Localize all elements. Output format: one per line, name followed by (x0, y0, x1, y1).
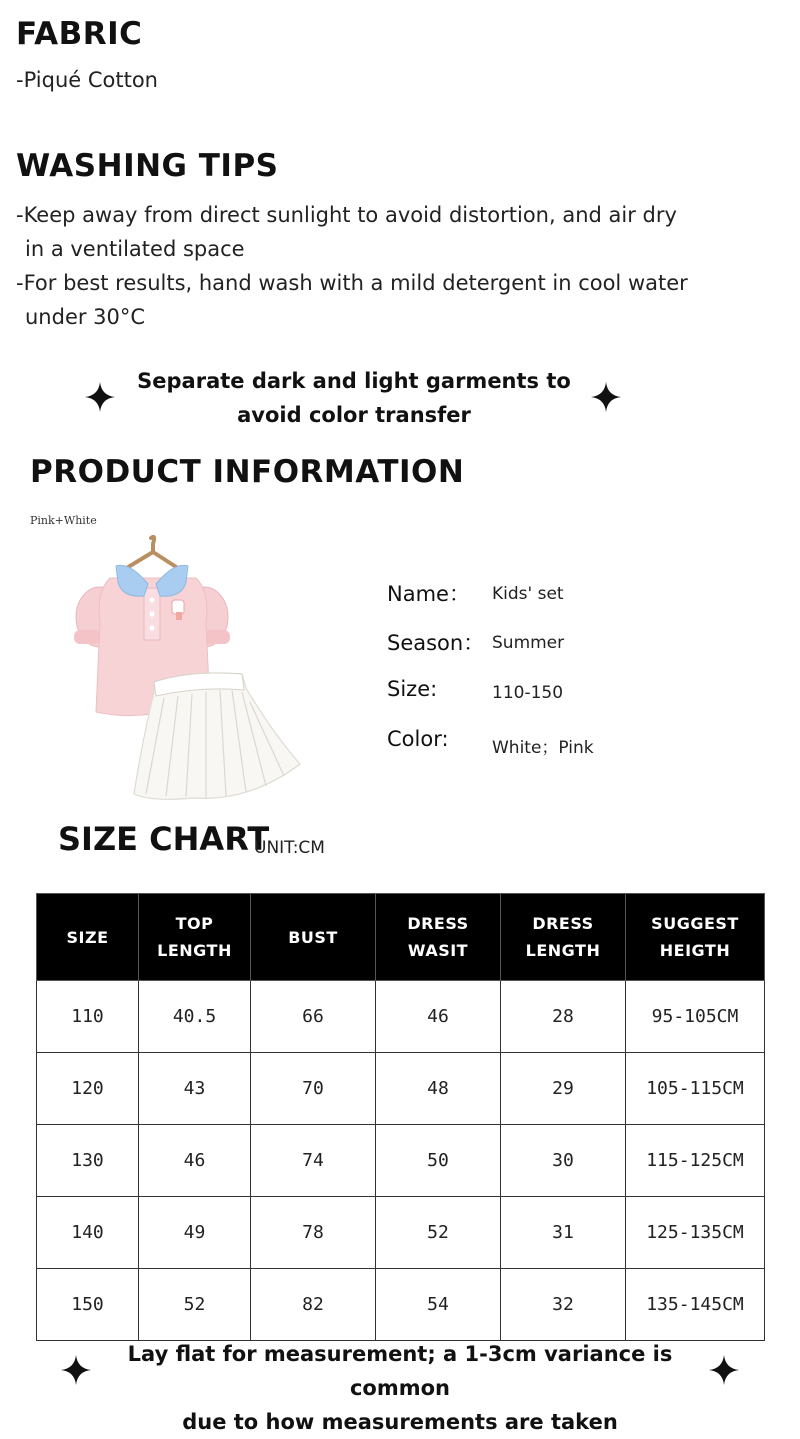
washing-tip-2 (16, 266, 688, 334)
hanger-icon (120, 537, 184, 572)
washing-tip-2-line-1: -For best results, hand wash with a mild detergent in cool water (16, 271, 688, 295)
table-row (37, 1053, 765, 1125)
header-dress-length-line-1: DRESS (532, 914, 594, 933)
detail-name-value: Kids' set (492, 584, 564, 604)
table-row (37, 981, 765, 1053)
table-cell: 120 (37, 1053, 139, 1125)
size-chart-unit: UNIT:CM (254, 838, 325, 858)
header-top-length (139, 894, 251, 981)
washing-tip-1 (16, 198, 677, 266)
table-row (37, 1125, 765, 1197)
detail-name-label: Name： (387, 582, 470, 606)
table-cell: 29 (501, 1053, 626, 1125)
washing-tip-1-line-1: -Keep away from direct sunlight to avoid distortion, and air dry (16, 203, 677, 227)
sparkle-icon (85, 382, 115, 412)
size-chart-header-row (37, 894, 765, 981)
table-cell: 46 (139, 1125, 251, 1197)
separate-note-line-1: Separate dark and light garments to (137, 369, 571, 393)
size-chart-title: SIZE CHART (58, 820, 270, 858)
header-dress-waist-line-1: DRESS (407, 914, 469, 933)
table-cell: 40.5 (139, 981, 251, 1053)
table-cell: 95-105CM (626, 981, 765, 1053)
header-size-label: SIZE (66, 927, 109, 947)
detail-size-value: 110-150 (492, 683, 564, 703)
header-suggest-height-line-2: HEIGTH (659, 941, 731, 960)
table-cell: 140 (37, 1197, 139, 1269)
washing-tip-1-line-2: in a ventilated space (25, 237, 245, 261)
header-top-length-line-2: LENGTH (157, 941, 232, 960)
table-cell: 130 (37, 1125, 139, 1197)
measure-note (96, 1337, 704, 1439)
header-suggest-height-line-1: SUGGEST (651, 914, 739, 933)
detail-season (387, 627, 767, 657)
table-cell: 30 (501, 1125, 626, 1197)
detail-size (387, 677, 767, 707)
header-dress-length-line-2: LENGTH (525, 941, 601, 960)
color-variant-tag: Pink+White (30, 514, 97, 527)
table-cell: 110 (37, 981, 139, 1053)
header-bust (251, 894, 376, 981)
detail-name (387, 578, 767, 608)
header-dress-length (501, 894, 626, 981)
header-suggest-height (626, 894, 765, 981)
table-cell: 70 (251, 1053, 376, 1125)
header-dress-waist (376, 894, 501, 981)
fabric-text: -Piqué Cotton (16, 68, 158, 92)
table-cell: 82 (251, 1269, 376, 1341)
table-cell: 50 (376, 1125, 501, 1197)
separate-note (120, 364, 588, 432)
table-cell: 150 (37, 1269, 139, 1341)
table-cell: 74 (251, 1125, 376, 1197)
table-cell: 135-145CM (626, 1269, 765, 1341)
product-image (60, 532, 310, 807)
table-cell: 52 (376, 1197, 501, 1269)
table-cell: 54 (376, 1269, 501, 1341)
table-cell: 43 (139, 1053, 251, 1125)
table-cell: 48 (376, 1053, 501, 1125)
detail-color-label: Color: (387, 727, 449, 751)
header-top-length-line-1: TOP (175, 914, 214, 933)
table-cell: 115-125CM (626, 1125, 765, 1197)
header-size (37, 894, 139, 981)
measure-note-line-2: due to how measurements are taken (182, 1410, 618, 1434)
table-cell: 46 (376, 981, 501, 1053)
table-cell: 32 (501, 1269, 626, 1341)
washing-tip-2-line-2: under 30°C (25, 305, 146, 329)
table-cell: 28 (501, 981, 626, 1053)
detail-color-value: White；Pink (492, 738, 594, 758)
washing-title: WASHING TIPS (16, 148, 279, 184)
table-cell: 125-135CM (626, 1197, 765, 1269)
table-cell: 105-115CM (626, 1053, 765, 1125)
table-cell: 66 (251, 981, 376, 1053)
table-cell: 78 (251, 1197, 376, 1269)
header-bust-label: BUST (288, 927, 338, 947)
table-cell: 31 (501, 1197, 626, 1269)
header-dress-waist-line-2: WASIT (407, 941, 469, 960)
table-row (37, 1197, 765, 1269)
detail-season-value: Summer (492, 633, 565, 653)
detail-color (387, 727, 767, 757)
fabric-title: FABRIC (16, 16, 143, 52)
detail-season-label: Season： (387, 631, 485, 655)
sparkle-icon (61, 1355, 91, 1385)
separate-note-line-2: avoid color transfer (237, 403, 471, 427)
table-cell: 52 (139, 1269, 251, 1341)
product-title: PRODUCT INFORMATION (30, 454, 465, 490)
table-cell: 49 (139, 1197, 251, 1269)
sparkle-icon (591, 382, 621, 412)
table-row (37, 1269, 765, 1341)
size-chart-table (36, 893, 765, 1341)
measure-note-line-1: Lay flat for measurement; a 1-3cm variance is common (127, 1342, 673, 1400)
detail-size-label: Size: (387, 677, 438, 701)
sparkle-icon (709, 1355, 739, 1385)
